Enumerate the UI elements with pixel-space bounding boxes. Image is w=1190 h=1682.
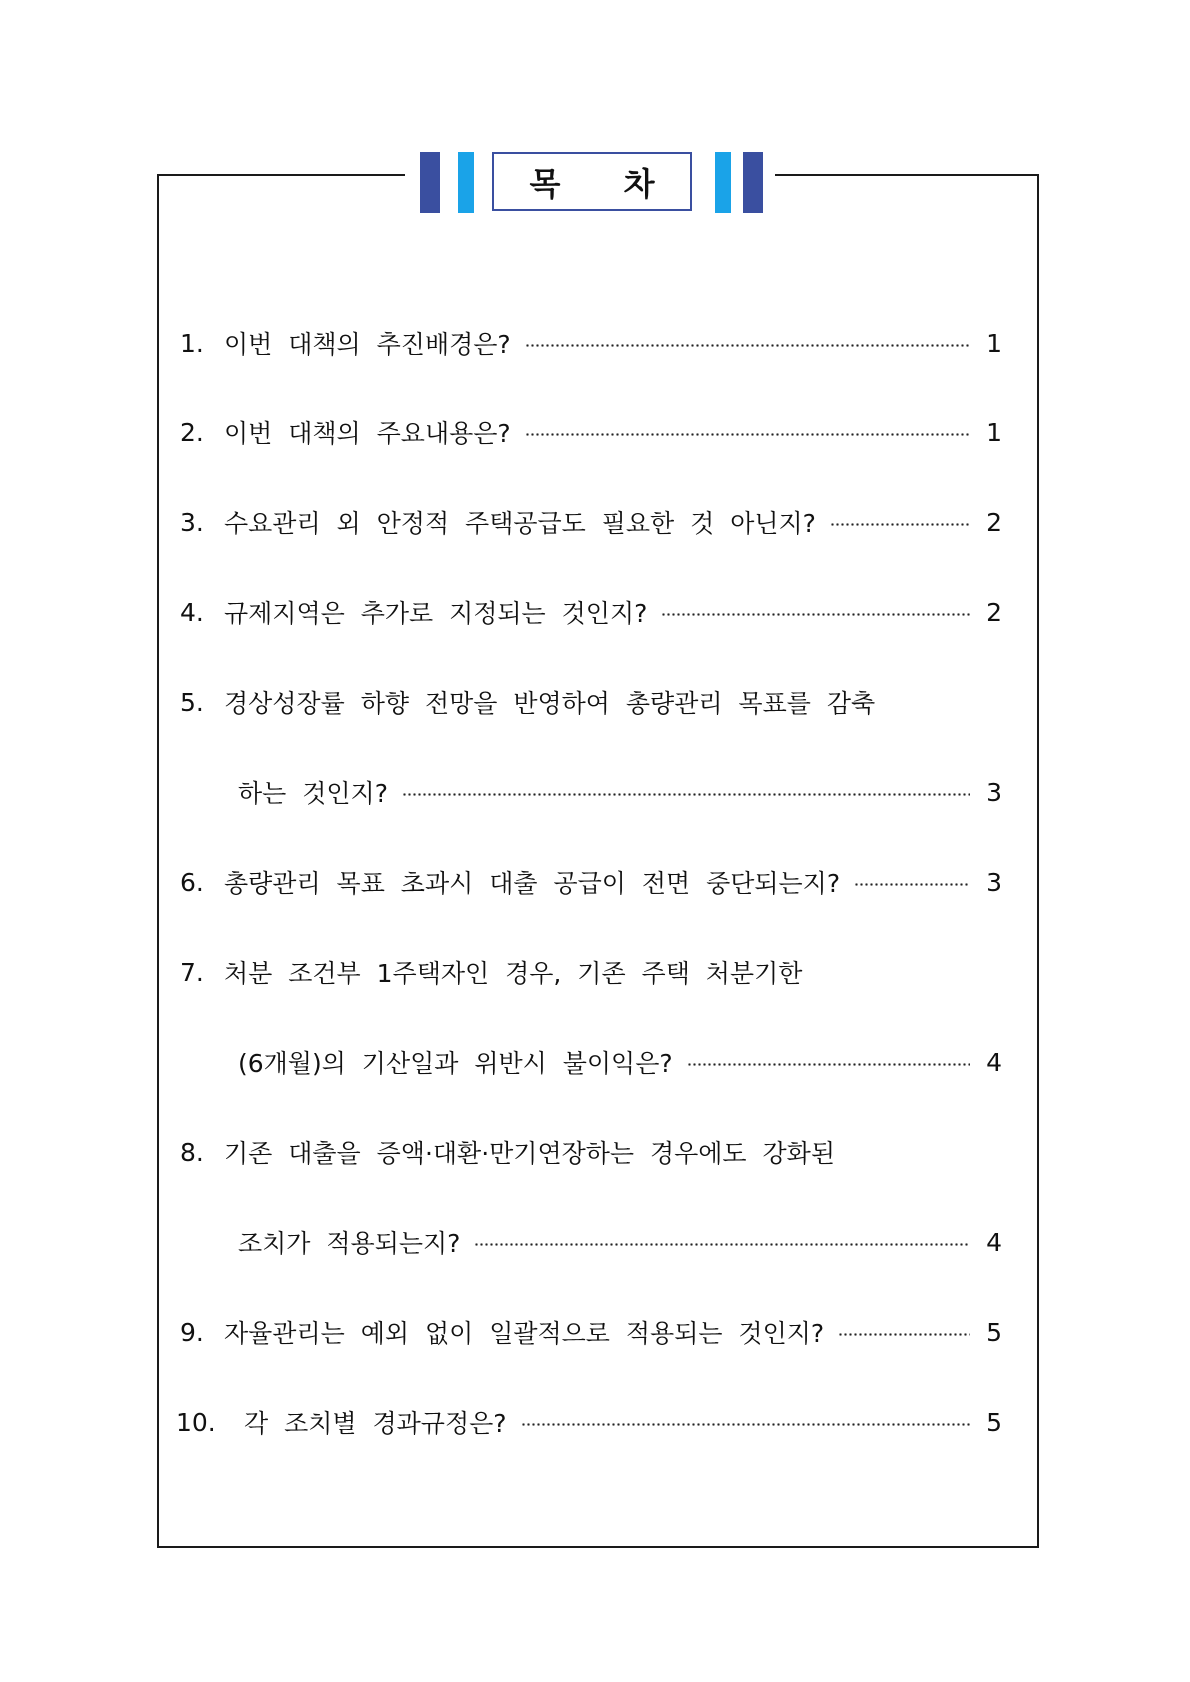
toc-entry-8-continued[interactable] bbox=[238, 1222, 1002, 1262]
toc-page-number: 1 bbox=[986, 328, 1002, 358]
toc-text: 이번 대책의 주요내용은? bbox=[224, 419, 511, 448]
title-bar-left-dark bbox=[420, 152, 440, 213]
toc-entry-8[interactable] bbox=[180, 1132, 1002, 1172]
toc-number: 4. bbox=[180, 597, 204, 627]
toc-leader-dots bbox=[474, 1243, 970, 1246]
toc-entry-1[interactable] bbox=[180, 323, 1002, 363]
toc-entry-10[interactable] bbox=[176, 1402, 1002, 1442]
toc-entry-6[interactable] bbox=[180, 862, 1002, 902]
toc-page-number: 5 bbox=[986, 1317, 1002, 1347]
title-bar-right-light bbox=[715, 152, 731, 213]
title-box bbox=[492, 152, 692, 211]
toc-entry-9[interactable] bbox=[180, 1312, 1002, 1352]
title-bar-right-dark bbox=[743, 152, 763, 213]
toc-text-continued: 조치가 적용되는지? bbox=[238, 1229, 461, 1258]
toc-number: 10. bbox=[176, 1407, 216, 1437]
toc-text: 각 조치별 경과규정은? bbox=[244, 1409, 507, 1438]
toc-leader-dots bbox=[687, 1063, 970, 1066]
toc-text: 경상성장률 하향 전망을 반영하여 총량관리 목표를 감축 bbox=[224, 689, 876, 718]
toc-page-number: 2 bbox=[986, 597, 1002, 627]
toc-leader-dots bbox=[838, 1333, 970, 1336]
toc-page-number: 3 bbox=[986, 777, 1002, 807]
toc-leader-dots bbox=[854, 883, 970, 886]
page-title: 목 차 bbox=[529, 164, 681, 203]
toc-entry-2[interactable] bbox=[180, 412, 1002, 452]
toc-text: 규제지역은 추가로 지정되는 것인지? bbox=[224, 599, 648, 628]
toc-leader-dots bbox=[830, 523, 970, 526]
toc-page-number: 4 bbox=[986, 1047, 1002, 1077]
toc-page-number: 5 bbox=[986, 1407, 1002, 1437]
toc-text: 이번 대책의 추진배경은? bbox=[224, 330, 511, 359]
toc-text: 기존 대출을 증액·대환·만기연장하는 경우에도 강화된 bbox=[224, 1139, 835, 1168]
toc-text-continued: (6개월)의 기산일과 위반시 불이익은? bbox=[238, 1049, 673, 1078]
toc-number: 6. bbox=[180, 867, 204, 897]
toc-entry-3[interactable] bbox=[180, 502, 1002, 542]
toc-text: 수요관리 외 안정적 주택공급도 필요한 것 아닌지? bbox=[224, 509, 816, 538]
toc-number: 9. bbox=[180, 1317, 204, 1347]
toc-number: 8. bbox=[180, 1137, 204, 1167]
toc-entry-7[interactable] bbox=[180, 952, 1002, 992]
toc-number: 3. bbox=[180, 507, 204, 537]
toc-leader-dots bbox=[525, 433, 970, 436]
toc-entry-7-continued[interactable] bbox=[238, 1042, 1002, 1082]
toc-leader-dots bbox=[521, 1423, 970, 1426]
toc-number: 2. bbox=[180, 417, 204, 447]
toc-text: 처분 조건부 1주택자인 경우, 기존 주택 처분기한 bbox=[224, 959, 803, 988]
toc-leader-dots bbox=[402, 793, 970, 796]
title-bar-left-light bbox=[458, 152, 474, 213]
toc-leader-dots bbox=[525, 344, 970, 347]
toc-entry-5[interactable] bbox=[180, 682, 1002, 722]
toc-number: 5. bbox=[180, 687, 204, 717]
toc-entry-5-continued[interactable] bbox=[238, 772, 1002, 812]
toc-text: 총량관리 목표 초과시 대출 공급이 전면 중단되는지? bbox=[224, 869, 841, 898]
toc-page-number: 3 bbox=[986, 867, 1002, 897]
toc-text-continued: 하는 것인지? bbox=[238, 779, 388, 808]
toc-entry-4[interactable] bbox=[180, 592, 1002, 632]
toc-page-number: 2 bbox=[986, 507, 1002, 537]
toc-number: 7. bbox=[180, 957, 204, 987]
toc-number: 1. bbox=[180, 328, 204, 358]
toc-text: 자율관리는 예외 없이 일괄적으로 적용되는 것인지? bbox=[224, 1319, 825, 1348]
toc-page-number: 1 bbox=[986, 417, 1002, 447]
toc-page-number: 4 bbox=[986, 1227, 1002, 1257]
toc-leader-dots bbox=[661, 613, 970, 616]
